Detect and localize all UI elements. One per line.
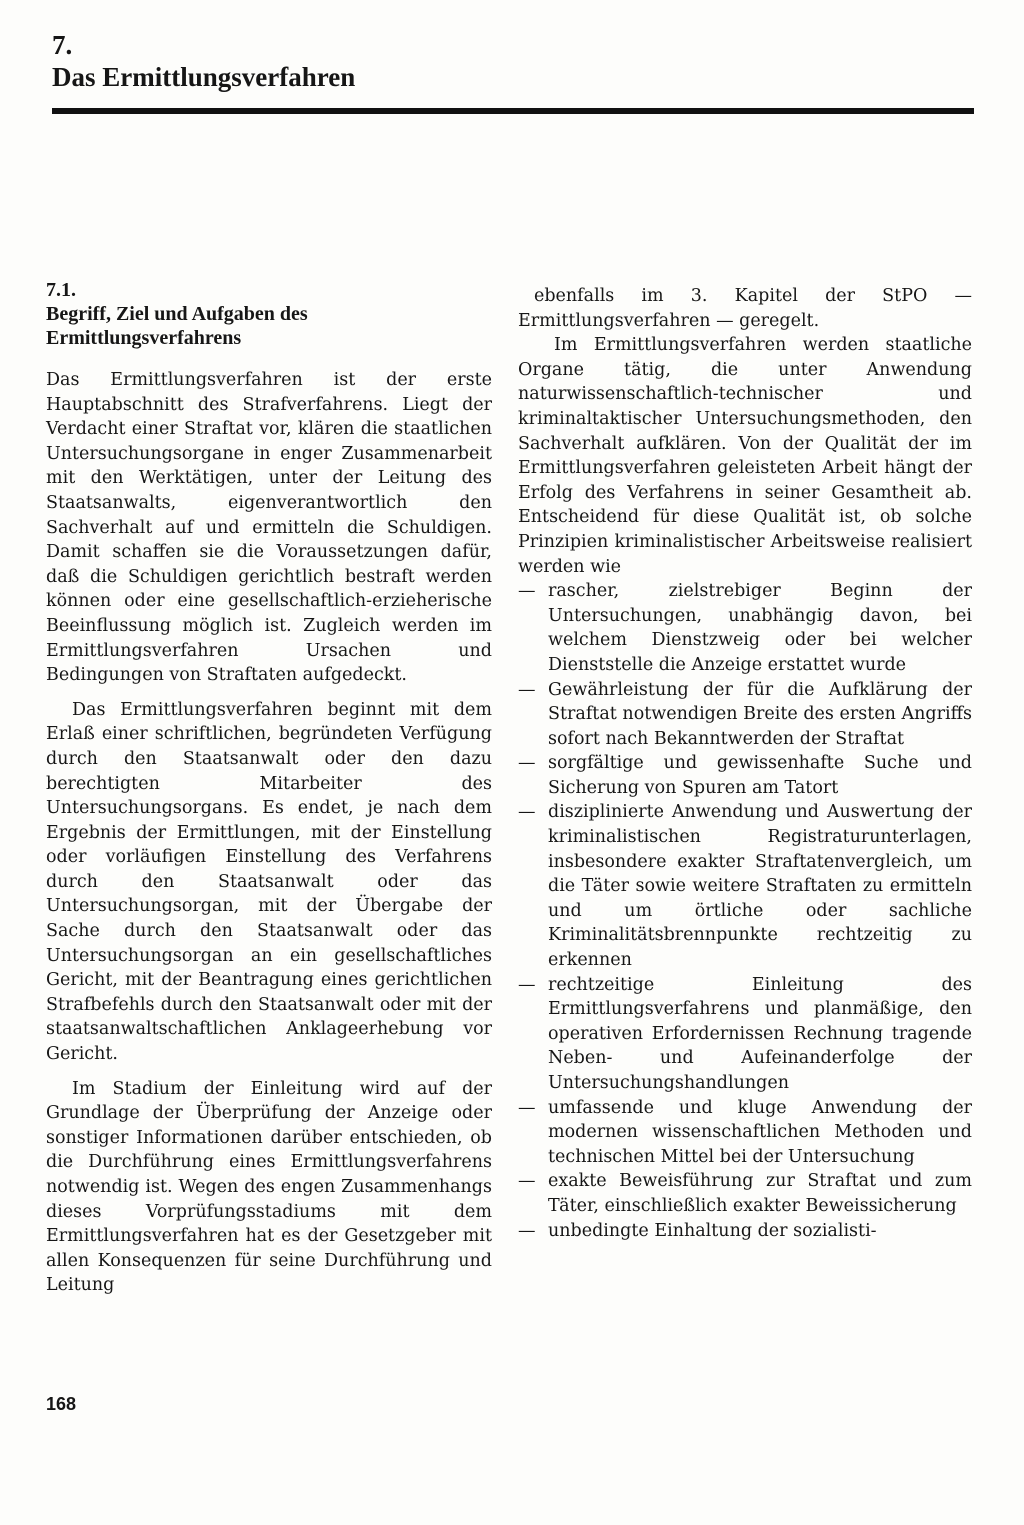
list-item: — exakte Beweisführung zur Straftat und zum Täter, einschließlich exakter Beweissicherung (518, 1169, 972, 1218)
chapter-rule (52, 108, 974, 114)
list-item: — disziplinierte Anwendung und Auswertung der kriminalistischen Registraturunterlagen, insbesondere exakter Straftatenvergleich, um die Täter sowie weitere Straftaten zu ermitteln und um örtliche oder sachliche Kriminalitätsbrennpunkte rechtzeitig zu erkennen (518, 800, 972, 972)
page-number: 168 (46, 1394, 77, 1414)
list-item: — rascher, zielstrebiger Beginn der Untersuchungen, unabhängig davon, bei welchem Dienstzweig oder bei welcher Dienststelle die Anzeige erstattet wurde (518, 579, 972, 677)
section-number: 7.1. (46, 279, 76, 301)
section-title: Begriff, Ziel und Aufgaben des Ermittlungsverfahrens (46, 303, 308, 349)
left-column (46, 278, 492, 1298)
chapter-number: 7. (52, 30, 73, 60)
right-column (518, 284, 972, 1243)
list-item: — Gewährleistung der für die Aufklärung der Straftat notwendigen Breite des ersten Angriffs sofort nach Bekanntwerden der Straftat (518, 678, 972, 752)
chapter-title: Das Ermittlungsverfahren (52, 62, 356, 92)
principles-list (518, 579, 972, 1243)
list-item: — umfassende und kluge Anwendung der modernen wissenschaftlichen Methoden und technischen Mittel bei der Untersuchung (518, 1096, 972, 1170)
paragraph: Im Ermittlungsverfahren werden staatliche Organe tätig, die unter Anwendung naturwissenschaftlich-technischer und kriminaltaktischer Untersuchungsmethoden, den Sachverhalt aufklären. Von der Qualität der im Ermittlungsverfahren geleisteten Arbeit hängt der Erfolg des Verfahrens in seiner Gesamtheit ab. Entscheidend für diese Qualität ist, ob solche Prinzipien kriminalistischer Arbeitsweise realisiert werden wie (518, 335, 972, 577)
list-item: — unbedingte Einhaltung der sozialisti- (518, 1219, 972, 1244)
list-item: — rechtzeitige Einleitung des Ermittlungsverfahrens und planmäßige, den operativen Erfordernissen Rechnung tragende Neben- und Aufeinanderfolge der Untersuchungshandlungen (518, 973, 972, 1096)
paragraph: Das Ermittlungsverfahren beginnt mit dem Erlaß einer schriftlichen, begründeten Verfügung durch den Staatsanwalt oder den dazu berechtigten Mitarbeiter des Untersuchungsorgans. Es endet, je nach dem Ergebnis der Ermittlungen, mit der Einstellung oder vorläufigen Einstellung des Verfahrens durch den Staatsanwalt oder das Untersuchungsorgan, mit der Übergabe der Sache durch den Staatsanwalt oder das Untersuchungsorgan an ein gesellschaftliches Gericht, mit der Beantragung eines gerichtlichen Strafbefehls durch den Staatsanwalt oder mit der staatsanwaltschaftlichen Anklageerhebung vor Gericht. (46, 699, 492, 1065)
paragraph: Im Stadium der Einleitung wird auf der Grundlage der Überprüfung der Anzeige oder sonstiger Informationen darüber entschieden, ob die Durchführung eines Ermittlungsverfahrens notwendig ist. Wegen des engen Zusammenhangs dieses Vorprüfungsstadiums mit dem Ermittlungsverfahren hat es der Gesetzgeber mit allen Konsequenzen für seine Durchführung und Leitung (46, 1078, 492, 1296)
paragraph-continuation: ebenfalls im 3. Kapitel der StPO — Ermittlungsverfahren — geregelt. (518, 286, 972, 331)
list-item: — sorgfältige und gewissenhafte Suche und Sicherung von Spuren am Tatort (518, 751, 972, 800)
paragraph: Das Ermittlungsverfahren ist der erste Hauptabschnitt des Strafverfahrens. Liegt der Verdacht einer Straftat vor, klären die staatlichen Untersuchungsorgane in enger Zusammenarbeit mit den Werktätigen, unter der Leitung des Staatsanwalts, eigenverantwortlich den Sachverhalt auf und ermitteln die Schuldigen. Damit schaffen sie die Voraussetzungen dafür, daß die Schuldigen gerichtlich bestraft werden können oder eine gesellschaftlich-erzieherische Beeinflussung möglich ist. Zugleich werden im Ermittlungsverfahren Ursachen und Bedingungen von Straftaten aufgedeckt. (46, 370, 492, 686)
